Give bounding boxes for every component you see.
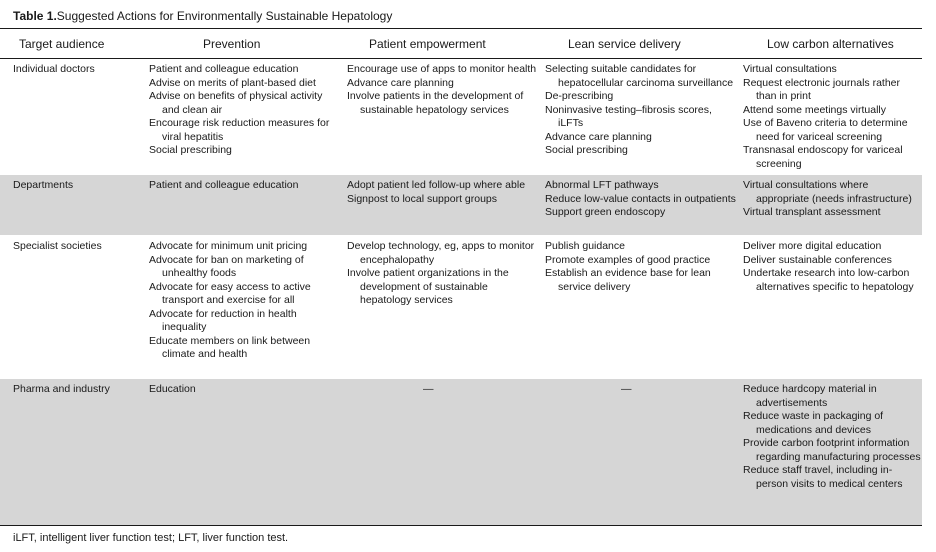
list-item: Virtual consultations where appropriate (needs infrastructure) xyxy=(743,179,912,205)
lean-empty-dash: — xyxy=(621,383,632,395)
list-item: Reduce hardcopy material in advertisements xyxy=(743,383,877,409)
header-low-carbon-alternatives: Low carbon alternatives xyxy=(767,37,894,51)
audience-cell: Departments xyxy=(13,179,74,191)
list-item: Support green endoscopy xyxy=(545,206,666,218)
empowerment-empty-dash: — xyxy=(423,383,434,395)
lowcarbon-cell xyxy=(743,179,921,220)
lean-cell xyxy=(545,240,737,294)
list-item: Develop technology, eg, apps to monitor encephalopathy xyxy=(347,240,535,266)
list-item: Advise on merits of plant-based diet xyxy=(149,76,316,89)
list-item: Deliver sustainable conferences xyxy=(743,253,892,266)
list-item: Transnasal endoscopy for variceal screening xyxy=(743,144,903,170)
prevention-cell xyxy=(149,383,339,397)
lowcarbon-cell xyxy=(743,63,921,171)
empowerment-cell xyxy=(347,63,539,117)
empowerment-cell xyxy=(347,240,539,308)
list-item: Virtual transplant assessment xyxy=(743,206,881,218)
header-patient-empowerment: Patient empowerment xyxy=(369,37,486,51)
list-item: Reduce low-value contacts in outpatients xyxy=(545,192,736,205)
lean-cell xyxy=(545,179,737,220)
table-title: Suggested Actions for Environmentally Sustainable Hepatology xyxy=(56,9,393,23)
list-item: Encourage use of apps to monitor health xyxy=(347,63,537,75)
list-item: Use of Baveno criteria to determine need for variceal screening xyxy=(743,117,908,143)
list-item: Encourage risk reduction measures for viral hepatitis xyxy=(149,117,330,143)
list-item: Abnormal LFT pathways xyxy=(545,179,659,191)
list-item: Advocate for ban on marketing of unhealthy foods xyxy=(149,253,304,279)
list-item: Undertake research into low-carbon alternatives specific to hepatology xyxy=(743,267,914,293)
list-item: Involve patients in the development of sustainable hepatology services xyxy=(347,90,524,116)
audience-cell: Pharma and industry xyxy=(13,383,110,395)
list-item: Reduce waste in packaging of medications and devices xyxy=(743,410,884,436)
list-item: Reduce staff travel, including in-person visits to medical centers xyxy=(743,464,903,490)
list-item: Involve patient organizations in the development of sustainable hepatology services xyxy=(347,267,509,306)
list-item: Advocate for minimum unit pricing xyxy=(149,240,308,252)
table-row-departments xyxy=(0,175,922,235)
list-item: Provide carbon footprint information regarding manufacturing processes xyxy=(743,437,921,463)
table-label: Table 1. xyxy=(13,9,57,23)
list-item: Request electronic journals rather than in print xyxy=(743,76,900,102)
header-prevention: Prevention xyxy=(203,37,261,51)
list-item: Virtual consultations xyxy=(743,63,837,75)
list-item: Adopt patient led follow-up where able xyxy=(347,179,526,191)
empowerment-cell xyxy=(347,179,539,206)
list-item: Deliver more digital education xyxy=(743,240,882,252)
table-caption xyxy=(13,8,392,24)
lowcarbon-cell xyxy=(743,383,921,491)
audience-cell: Specialist societies xyxy=(13,240,102,252)
table-footnote: iLFT, intelligent liver function test; LFT, liver function test. xyxy=(13,532,289,544)
list-item: Selecting suitable candidates for hepatocellular carcinoma surveillance xyxy=(545,63,734,89)
prevention-cell xyxy=(149,179,339,193)
table-row-specialist-societies xyxy=(0,236,922,378)
audience-cell: Individual doctors xyxy=(13,63,95,75)
list-item: Advise on benefits of physical activity and clean air xyxy=(149,90,323,116)
list-item: Promote examples of good practice xyxy=(545,253,711,266)
list-item: Publish guidance xyxy=(545,240,625,252)
list-item: Noninvasive testing–fibrosis scores, iLFTs xyxy=(545,103,712,129)
table-header xyxy=(0,29,922,58)
prevention-cell xyxy=(149,63,339,158)
lean-cell xyxy=(545,63,737,158)
list-item: Social prescribing xyxy=(149,144,232,156)
list-item: Education xyxy=(149,383,196,395)
list-item: Patient and colleague education xyxy=(149,179,299,191)
list-item: Signpost to local support groups xyxy=(347,192,498,205)
table-row-individual-doctors xyxy=(0,59,922,174)
list-item: Advance care planning xyxy=(347,76,454,89)
list-item: Attend some meetings virtually xyxy=(743,103,886,116)
list-item: Educate members on link between climate and health xyxy=(149,334,311,360)
list-item: Social prescribing xyxy=(545,144,628,156)
list-item: Advocate for easy access to active transport and exercise for all xyxy=(149,280,311,306)
header-lean-service-delivery: Lean service delivery xyxy=(568,37,681,51)
list-item: Establish an evidence base for lean service delivery xyxy=(545,267,711,293)
bottom-rule xyxy=(0,525,922,526)
table-row-pharma-industry xyxy=(0,379,922,525)
list-item: Advance care planning xyxy=(545,130,652,143)
list-item: De-prescribing xyxy=(545,90,614,102)
list-item: Advocate for reduction in health inequality xyxy=(149,307,297,333)
lowcarbon-cell xyxy=(743,240,921,294)
header-target-audience: Target audience xyxy=(19,37,105,51)
list-item: Patient and colleague education xyxy=(149,63,299,75)
prevention-cell xyxy=(149,240,339,362)
